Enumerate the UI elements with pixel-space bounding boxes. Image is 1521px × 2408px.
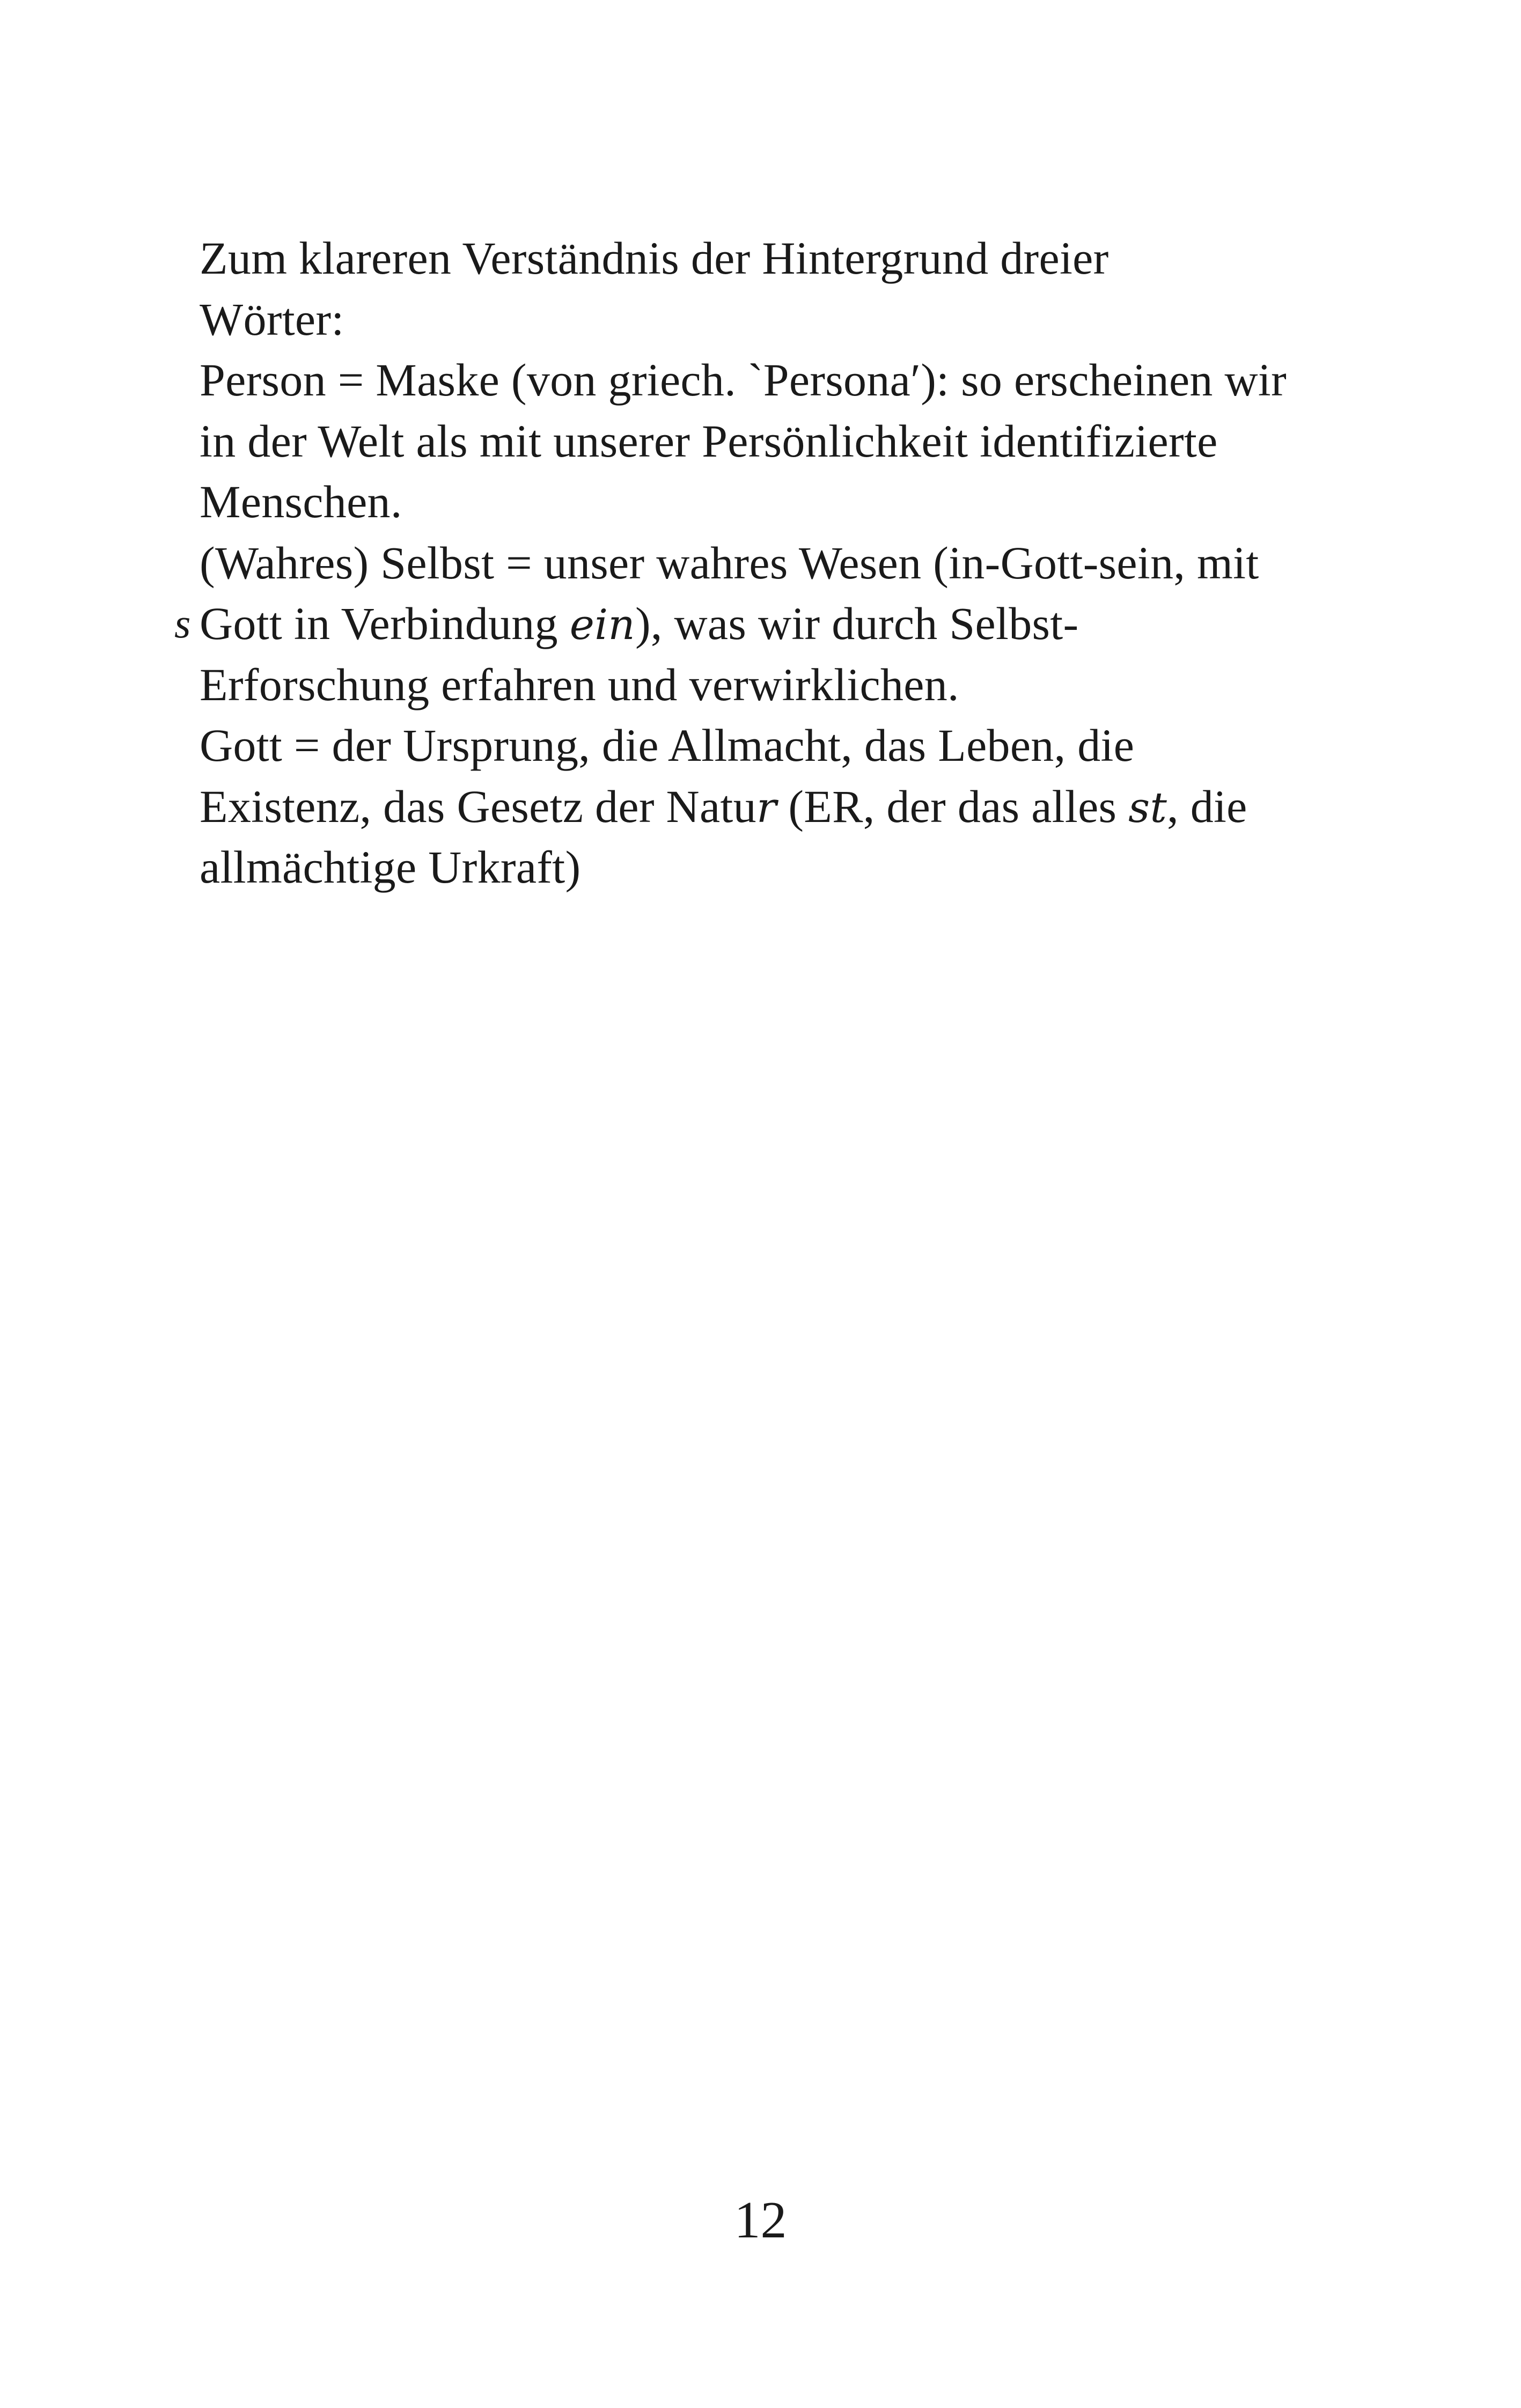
margin-stray-letter: s — [174, 600, 191, 647]
italic-segment: r — [756, 783, 777, 832]
text-line — [200, 776, 1337, 838]
text-segment: , die — [1167, 780, 1247, 832]
italic-segment: st — [1128, 783, 1167, 832]
text-line: Wörter: — [200, 293, 344, 345]
page-number: 12 — [734, 2191, 787, 2249]
text-line: Erforschung erfahren und verwirklichen. — [200, 658, 959, 710]
italic-segment: ein — [569, 601, 635, 649]
text-line: in der Welt als mit unserer Persönlichkeit identifizierte — [200, 415, 1218, 467]
text-line: Person = Maske (von griech. `Persona′): so erscheinen wir — [200, 354, 1287, 406]
text-line: Gott = der Ursprung, die Allmacht, das Leben, die — [200, 720, 1135, 771]
body-text — [200, 228, 1337, 898]
text-line: Menschen. — [200, 476, 402, 527]
text-line: (Wahres) Selbst = unser wahres Wesen (in-Gott-sein, mit — [200, 537, 1259, 589]
text-segment: (ER, der das alles — [776, 780, 1129, 832]
text-segment: Existenz, das Gesetz der Natu — [200, 780, 756, 832]
text-segment: Gott in Verbindung — [200, 598, 570, 649]
text-segment: ), was wir durch Selbst- — [635, 598, 1079, 649]
text-line: allmächtige Urkraft) — [200, 841, 581, 893]
text-line: Zum klareren Verständnis der Hintergrund dreier — [200, 232, 1109, 284]
text-line — [200, 593, 1337, 655]
